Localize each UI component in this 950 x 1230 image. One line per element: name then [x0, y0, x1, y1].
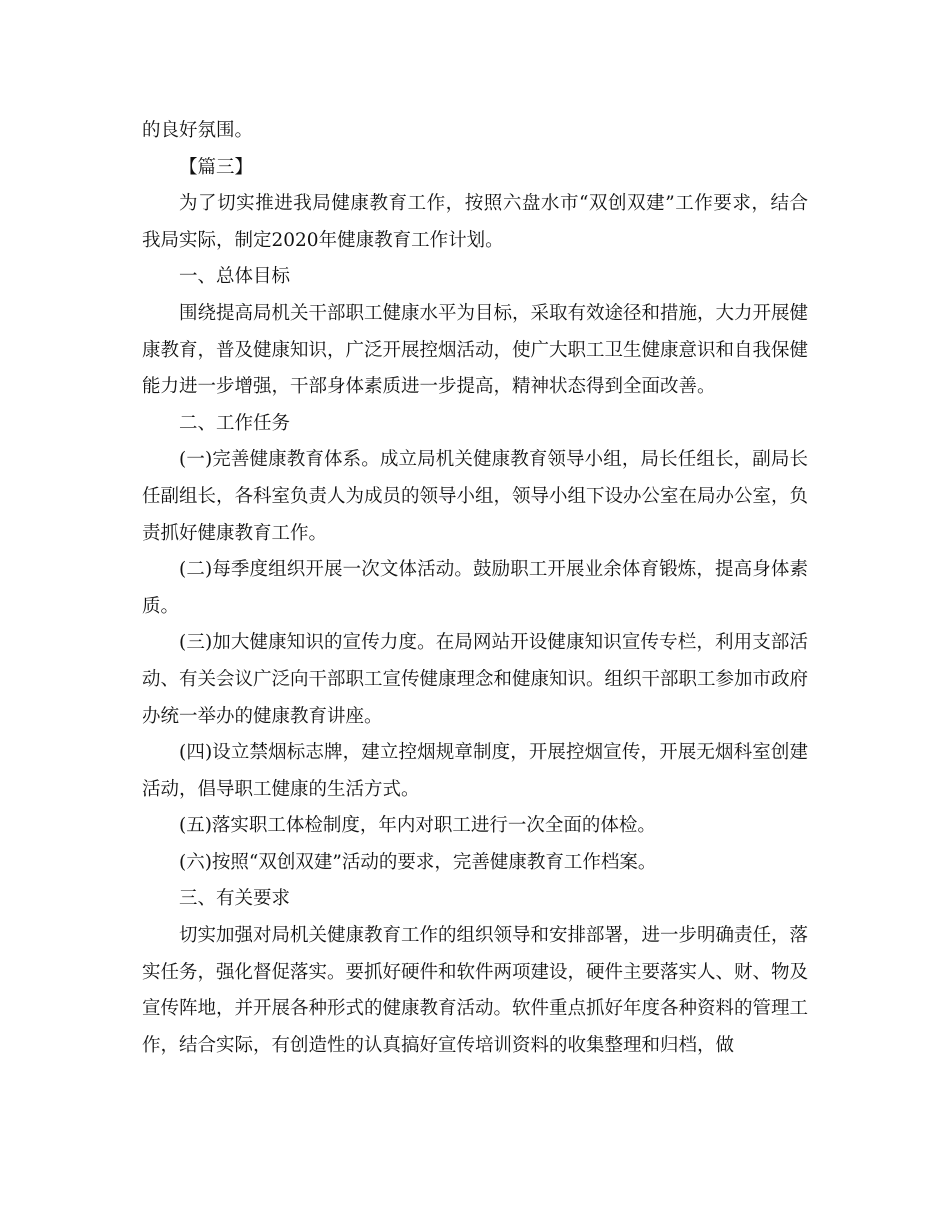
task-item-6: (六)按照“双创双建”活动的要求，完善健康教育工作档案。	[179, 851, 657, 873]
paragraph-continuation: 的良好氛围。	[142, 120, 254, 141]
task-item-1: (一)完善健康教育体系。成立局机关健康教育领导小组，局长任组长，副局长任副组长，各科室负责人为成员的领导小组，领导小组下设办公室在局办公室，负责抓好健康教育工作。	[142, 449, 809, 544]
section-heading-part-three: 【篇三】	[179, 156, 254, 178]
paragraph-intro: 为了切实推进我局健康教育工作，按照六盘水市“双创双建”工作要求，结合我局实际，制定2020年健康教育工作计划。	[142, 193, 808, 251]
task-item-5: (五)落实职工体检制度，年内对职工进行一次全面的体检。	[179, 815, 656, 837]
paragraph-overall-goal: 围绕提高局机关干部职工健康水平为目标，采取有效途径和措施，大力开展健康教育，普及健康知识，广泛开展控烟活动，使广大职工卫生健康意识和自我保健能力进一步增强，干部身体素质进一步提高，精神状态得到全面改善。	[142, 302, 809, 398]
document-body	[142, 113, 808, 1064]
heading-requirements: 三、有关要求	[179, 888, 291, 910]
task-item-4: (四)设立禁烟标志牌，建立控烟规章制度，开展控烟宣传，开展无烟科室创建活动，倡导职工健康的生活方式。	[142, 742, 808, 800]
task-item-2: (二)每季度组织开展一次文体活动。鼓励职工开展业余体育锻炼，提高身体素质。	[142, 559, 808, 617]
heading-work-tasks: 二、工作任务	[179, 412, 291, 434]
task-item-3: (三)加大健康知识的宣传力度。在局网站开设健康知识宣传专栏，利用支部活动、有关会议广泛向干部职工宣传健康理念和健康知识。组织干部职工参加市政府办统一举办的健康教育讲座。	[142, 632, 809, 727]
heading-overall-goal: 一、总体目标	[179, 266, 291, 288]
paragraph-requirements: 切实加强对局机关健康教育工作的组织领导和安排部署，进一步明确责任，落实任务，强化督促落实。要抓好硬件和软件两项建设，硬件主要落实人、财、物及宣传阵地，并开展各种形式的健康教育活动。软件重点抓好年度各种资料的管理工作，结合实际，有创造性的认真搞好宣传培训资料的收集整理和归档，做	[142, 925, 809, 1056]
